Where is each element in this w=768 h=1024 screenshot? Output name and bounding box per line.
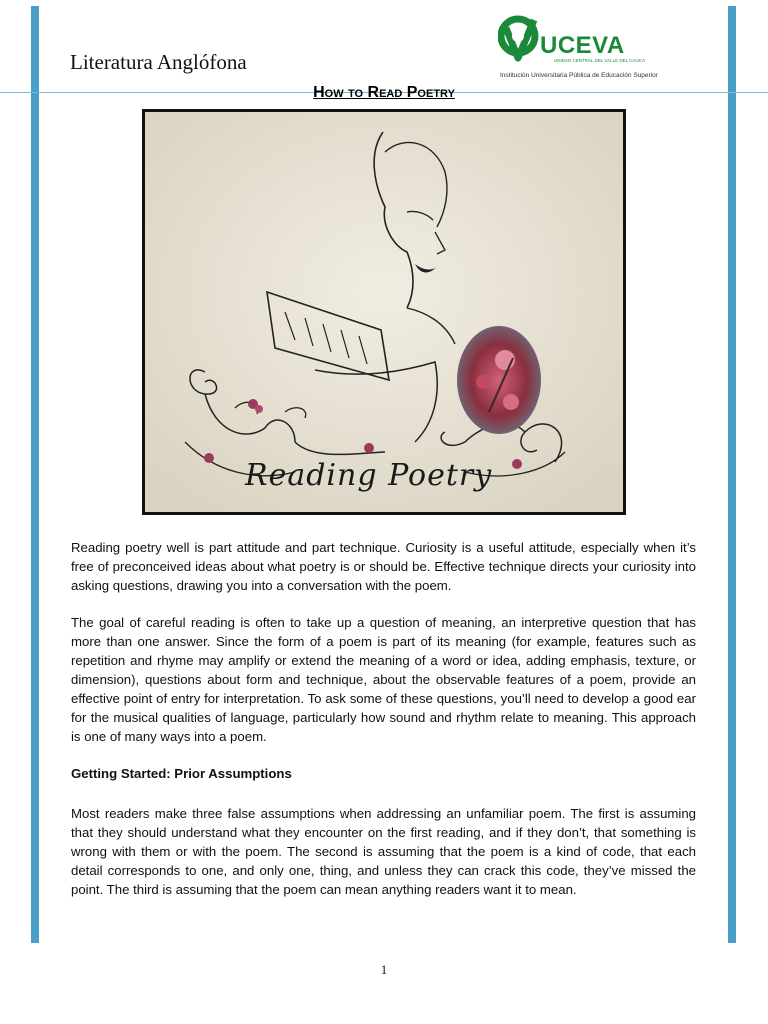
logo-institution: Institución Universitaria Pública de Educación Superior [500, 72, 658, 79]
logo-wordmark: UCEVA [540, 32, 625, 59]
left-margin-bar [31, 6, 39, 943]
paragraph-2: The goal of careful reading is often to take up a question of meaning, an interpretive question that has more than one answer. Since the form of a poem is part of its meaning (for example, features such as repetition and rhyme may amplify or extend the meaning of a word or idea, adding emphasis, texture, or dimension), questions about form and technique, about the observable features of a poem, provide an effective point of entry for interpretation. To ask some of these questions, you’ll need to develop a good ear for the musical qualities of language, particularly how sound and rhythm relate to meaning. This approach is one of many ways into a poem. [71, 615, 696, 744]
sketch-drawing [145, 112, 623, 512]
course-title: Literatura Anglófona [70, 50, 247, 74]
paragraph-1: Reading poetry well is part attitude and part technique. Curiosity is a useful attitude, especially when it’s free of preconceived ideas about what poetry is or should be. Effective technique directs your curiosity into asking questions, drawing you into a conversation with the poem. [71, 540, 696, 593]
right-margin-bar [728, 6, 736, 943]
section-heading: Getting Started: Prior Assumptions [71, 766, 292, 781]
page-number: 1 [380, 962, 388, 977]
uceva-logo [498, 14, 668, 84]
uceva-emblem-icon [498, 14, 542, 70]
figure-caption: Reading Poetry [245, 458, 493, 493]
logo-subtitle: UNIDAD CENTRAL DEL VALLE DEL CAUCA [554, 58, 645, 63]
reading-poetry-illustration [142, 109, 626, 515]
document-title: How to Read Poetry [313, 84, 455, 101]
paragraph-3: Most readers make three false assumptions when addressing an unfamiliar poem. The first is assuming that they should understand what they encounter on the first reading, and if they don’t, that something is wrong with them or with the poem. The second is assuming that the poem is a kind of code, that each detail corresponds to one, and only one, thing, and unless they can crack this code, they’ve missed the point. The third is assuming that the poem can mean anything readers want it to mean. [71, 806, 696, 897]
